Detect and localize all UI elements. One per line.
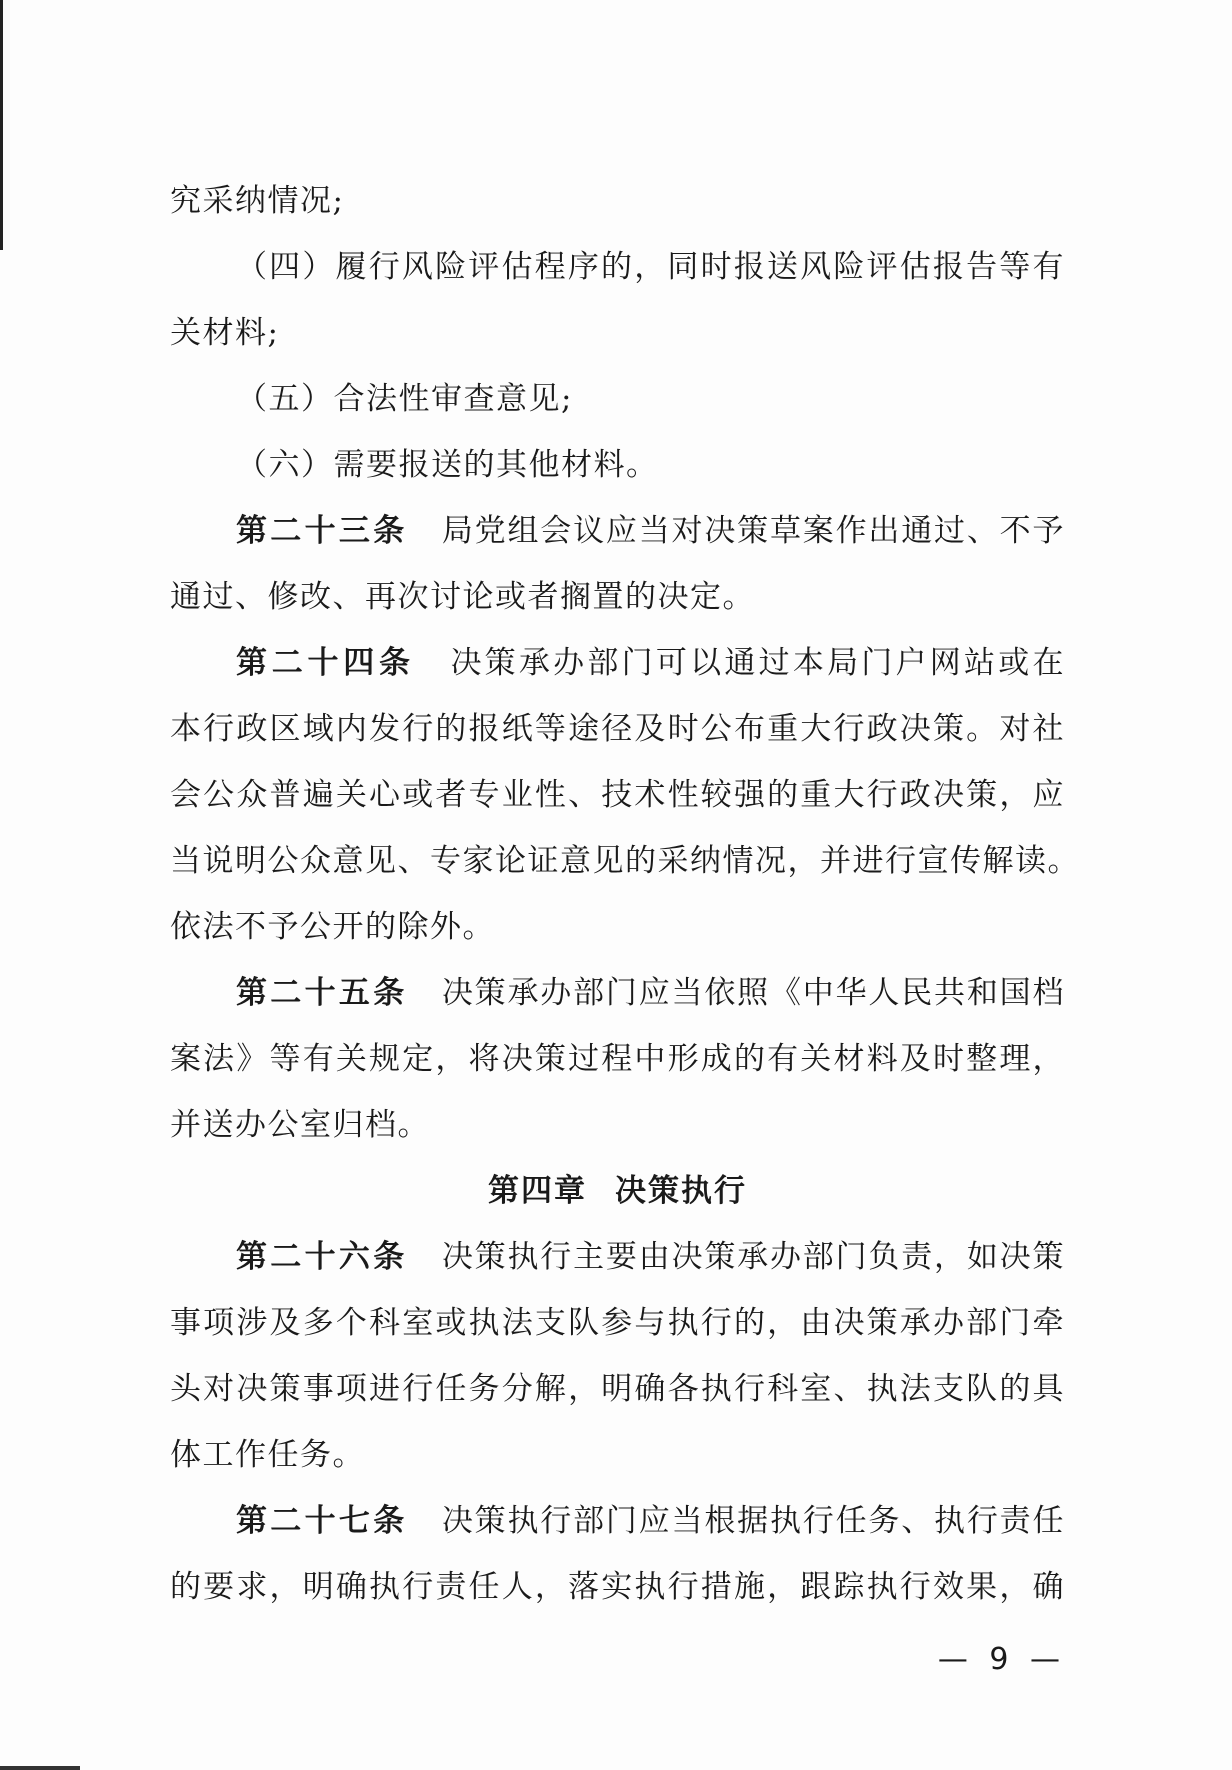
text-line: 本行政区域内发行的报纸等途径及时公布重大行政决策。对社	[170, 711, 1065, 747]
text-line: 的要求，明确执行责任人，落实执行措施，跟踪执行效果，确	[170, 1569, 1065, 1605]
chapter-number: 第四章	[488, 1173, 587, 1209]
article-26-text: 决策执行主要由决策承办部门负责，如决策	[441, 1239, 1065, 1275]
list-item-six: （六）需要报送的其他材料。	[236, 447, 659, 483]
scan-edge-bottom	[0, 1766, 80, 1770]
text-line: 关材料;	[170, 315, 280, 351]
text-line: 当说明公众意见、专家论证意见的采纳情况，并进行宣传解读。	[170, 843, 1080, 879]
article-number-23: 第二十三条	[236, 513, 408, 549]
list-item-four: （四）履行风险评估程序的，同时报送风险评估报告等有	[236, 249, 1065, 285]
page-number: — 9 —	[937, 1642, 1066, 1677]
article-23-first-line	[170, 498, 1065, 564]
scan-edge-left	[0, 0, 3, 250]
chapter-title: 决策执行	[615, 1173, 747, 1209]
text-line: 会公众普遍关心或者专业性、技术性较强的重大行政决策，应	[170, 777, 1065, 813]
article-number-25: 第二十五条	[236, 975, 408, 1011]
article-25-text: 决策承办部门应当依照《中华人民共和国档	[441, 975, 1065, 1011]
text-line: 并送办公室归档。	[170, 1107, 430, 1143]
article-27-text: 决策执行部门应当根据执行任务、执行责任	[441, 1503, 1065, 1539]
text-line: 究采纳情况;	[170, 183, 345, 219]
text-line: 依法不予公开的除外。	[170, 909, 495, 945]
article-23-text: 局党组会议应当对决策草案作出通过、不予	[441, 513, 1065, 549]
article-27-first-line	[170, 1488, 1065, 1554]
article-number-27: 第二十七条	[236, 1503, 408, 1539]
article-number-24: 第二十四条	[236, 645, 415, 681]
text-line: 案法》等有关规定，将决策过程中形成的有关材料及时整理，	[170, 1041, 1065, 1077]
document-body	[170, 168, 1080, 1620]
chapter-heading	[170, 1158, 1065, 1224]
article-26-first-line	[170, 1224, 1065, 1290]
text-line: 体工作任务。	[170, 1437, 365, 1473]
text-line: 头对决策事项进行任务分解，明确各执行科室、执法支队的具	[170, 1371, 1065, 1407]
article-number-26: 第二十六条	[236, 1239, 408, 1275]
text-line: 事项涉及多个科室或执法支队参与执行的，由决策承办部门牵	[170, 1305, 1065, 1341]
text-line: 通过、修改、再次讨论或者搁置的决定。	[170, 579, 755, 615]
list-item-five: （五）合法性审查意见;	[236, 381, 573, 417]
article-24-first-line	[170, 630, 1065, 696]
article-24-text: 决策承办部门可以通过本局门户网站或在	[448, 645, 1066, 681]
article-25-first-line	[170, 960, 1065, 1026]
